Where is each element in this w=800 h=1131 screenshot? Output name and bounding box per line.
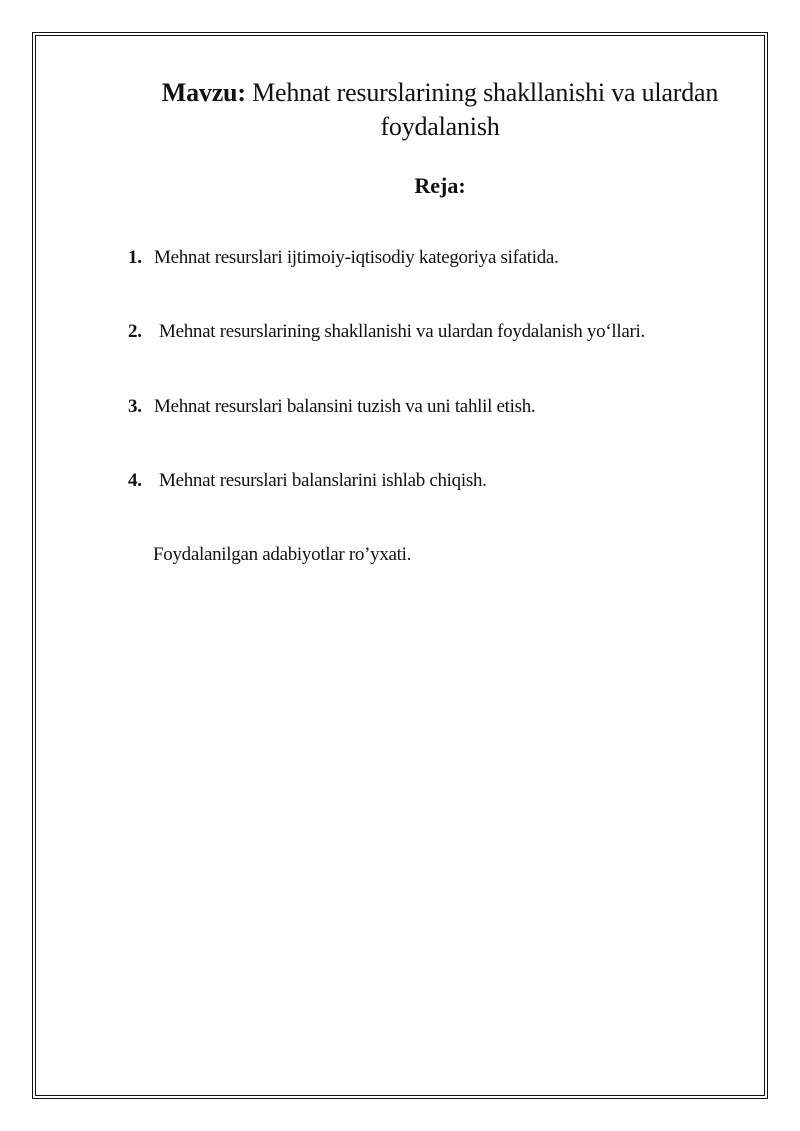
title-text-line2: foydalanish: [380, 112, 500, 141]
plan-heading: Reja:: [414, 173, 466, 198]
plan-item: [128, 469, 487, 493]
plan-item-text: Mehnat resurslari balanslarini ishlab chiqish.: [159, 470, 487, 491]
plan-item: [128, 320, 645, 344]
plan-item-number: 1.: [128, 247, 142, 268]
title-label: Mavzu:: [161, 78, 246, 107]
plan-item-number: 4.: [128, 470, 142, 491]
plan-item: [128, 395, 535, 419]
plan-item: [128, 246, 559, 270]
title-text-line1: Mehnat resurslarining shakllanishi va ulardan: [252, 78, 719, 107]
plan-item-number: 3.: [128, 396, 142, 417]
plan-item-number: 2.: [128, 321, 142, 342]
references-line: Foydalanilgan adabiyotlar ro’yxati.: [153, 544, 412, 565]
plan-item-text: Mehnat resurslarining shakllanishi va ulardan foydalanish yo‘llari.: [159, 321, 645, 342]
plan-item-text: Mehnat resurslari balansini tuzish va uni tahlil etish.: [154, 396, 536, 417]
document-title: [80, 76, 800, 144]
plan-item-text: Mehnat resurslari ijtimoiy-iqtisodiy kategoriya sifatida.: [154, 247, 559, 268]
